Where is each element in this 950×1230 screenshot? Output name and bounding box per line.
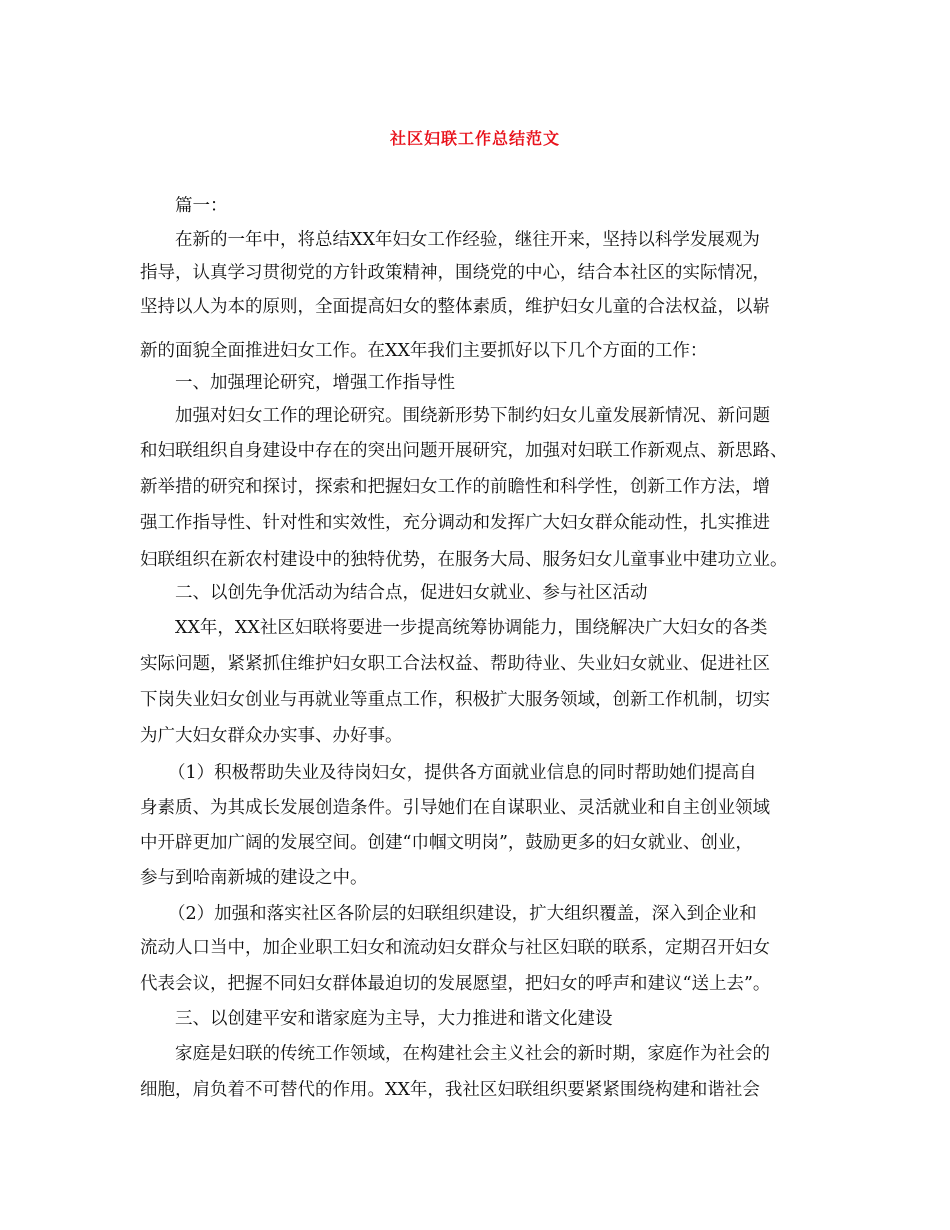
text-line: 加强对妇女工作的理论研究。围绕新形势下制约妇女儿童发展新情况、新问题	[175, 406, 770, 426]
text-line: 篇一：	[175, 196, 228, 216]
text-line: （1）积极帮助失业及待岗妇女，提供各方面就业信息的同时帮助她们提高自	[168, 763, 757, 783]
text-line: 家庭是妇联的传统工作领域，在构建社会主义社会的新时期，家庭作为社会的	[175, 1044, 770, 1064]
text-line: 一、加强理论研究，增强工作指导性	[175, 373, 455, 393]
text-line: 参与到哈南新城的建设之中。	[140, 868, 368, 888]
text-line: 新的面貌全面推进妇女工作。在XX年我们主要抓好以下几个方面的工作：	[140, 341, 708, 361]
text-line: XX年，XX社区妇联将要进一步提高统筹协调能力，围绕解决广大妇女的各类	[175, 618, 768, 638]
text-line: 强工作指导性、针对性和实效性，充分调动和发挥广大妇女群众能动性，扎实推进	[140, 513, 770, 533]
text-line: 中开辟更加广阔的发展空间。创建“巾帼文明岗”，鼓励更多的妇女就业、创业，	[140, 833, 753, 853]
text-line: 新举措的研究和探讨，探索和把握妇女工作的前瞻性和科学性，创新工作方法，增	[140, 477, 770, 497]
document-title: 社区妇联工作总结范文	[389, 129, 560, 148]
text-line: 代表会议，把握不同妇女群体最迫切的发展愿望，把妇女的呼声和建议“送上去”。	[140, 974, 771, 994]
text-line: 实际问题，紧紧抓住维护妇女职工合法权益、帮助待业、失业妇女就业、促进社区	[140, 654, 770, 674]
text-line: 三、以创建平安和谐家庭为主导，大力推进和谐文化建设	[175, 1009, 613, 1029]
text-line: 细胞，肩负着不可替代的作用。XX年，我社区妇联组织要紧紧围绕构建和谐社会	[140, 1080, 760, 1100]
text-line: 妇联组织在新农村建设中的独特优势，在服务大局、服务妇女儿童事业中建功立业。	[140, 550, 788, 570]
text-line: 和妇联组织自身建设中存在的突出问题开展研究，加强对妇联工作新观点、新思路、	[140, 441, 788, 461]
text-line: 坚持以人为本的原则，全面提高妇女的整体素质，维护妇女儿童的合法权益，以崭	[140, 297, 770, 317]
text-line: 为广大妇女群众办实事、办好事。	[140, 726, 403, 746]
text-line: 下岗失业妇女创业与再就业等重点工作，积极扩大服务领域，创新工作机制，切实	[140, 690, 770, 710]
text-line: 二、以创先争优活动为结合点，促进妇女就业、参与社区活动	[175, 583, 648, 603]
text-line: 流动人口当中，加企业职工妇女和流动妇女群众与社区妇联的联系，定期召开妇女	[140, 938, 770, 958]
text-line: 指导，认真学习贯彻党的方针政策精神，围绕党的中心，结合本社区的实际情况，	[140, 263, 770, 283]
text-line: 在新的一年中，将总结XX年妇女工作经验，继往开来，坚持以科学发展观为	[175, 230, 760, 250]
text-line: （2）加强和落实社区各阶层的妇联组织建设，扩大组织覆盖，深入到企业和	[168, 904, 757, 924]
text-line: 身素质、为其成长发展创造条件。引导她们在自谋职业、灵活就业和自主创业领域	[140, 798, 770, 818]
